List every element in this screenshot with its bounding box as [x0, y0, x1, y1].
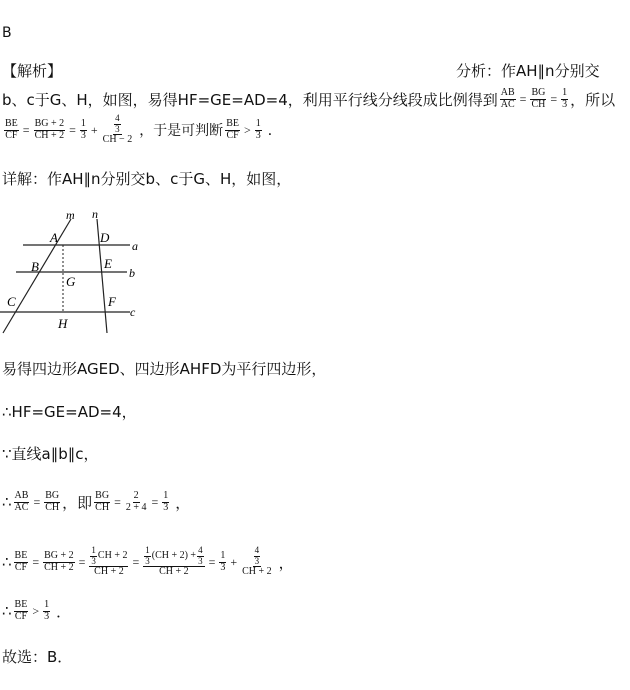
analysis-label: 分析：作AH∥n分别交 — [456, 62, 600, 80]
fraction-one-third: $\frac{1}{3}$ — [562, 87, 568, 110]
parallel-line: ∵直线a∥b∥c， — [2, 445, 99, 463]
analysis-line-3: $\frac{BE}{CF}$ = $\frac{BG + 2}{CH + 2}$ = $\frac{1}{3}$ + $\frac{\frac{4}{3}}{CH - 2}$ ，于是可判断 $\frac{BE}{CF}$ > $\frac{1}{3}$ ． — [5, 113, 282, 146]
conclusion-line: ∴ $\frac{BE}{CF}$ > $\frac{1}{3}$ ． — [2, 599, 72, 622]
label-n: n — [92, 207, 98, 221]
ratio-line: ∴ $\frac{AB}{AC}$ = $\frac{BG}{CH}$ ，即 $\frac{BG}{CH}$ = $\frac{2}{2 + 4}$ = $\frac{1}{3}$ ， — [2, 490, 191, 513]
label-G: G — [66, 274, 76, 289]
label-B: B — [31, 259, 39, 274]
parallelogram-line: 易得四边形AGED、四边形AHFD为平行四边形， — [2, 360, 327, 378]
answer-letter: B — [2, 25, 12, 41]
label-H: H — [58, 316, 68, 331]
label-D: D — [100, 230, 110, 245]
final-answer: 故选：B． — [2, 648, 73, 666]
detail-intro: 详解：作AH∥n分别交b、c于G、H，如图， — [2, 170, 292, 188]
fraction-bg-ch: $\frac{BG}{CH}$ — [531, 87, 546, 110]
geometry-figure — [0, 205, 150, 340]
be-cf-derivation: ∴ $\frac{BE}{CF}$ = $\frac{BG + 2}{CH + 2}$ = $\frac{1}{3}$ CH + 2 CH + 2 = $\frac{1}{3}$ (CH + 2) + $\frac{4}{3}$ CH + 2 = $\frac{1}{3}$ + $\frac{\frac{4}{3}}{CH + 2}$ ， — [2, 545, 294, 578]
label-a: a — [132, 239, 138, 253]
analysis-line-2: b、c于G、H，如图，易得HF=GE=AD=4，利用平行线分线段成比例得到 $\frac{AB}{AC}$ = $\frac{BG}{CH}$ = $\frac{1}{3}$ ，所以 — [2, 87, 616, 110]
label-b: b — [129, 266, 135, 280]
label-c: c — [130, 305, 136, 319]
label-E: E — [104, 256, 112, 271]
label-A: A — [50, 230, 58, 245]
fraction-ab-ac: $\frac{AB}{AC}$ — [500, 87, 515, 110]
label-m: m — [66, 208, 75, 222]
fraction-four-thirds-over-ch: $\frac{\frac{4}{3}}{CH - 2}$ — [102, 113, 133, 146]
equal-line: ∴HF=GE=AD=4， — [2, 403, 137, 421]
label-C: C — [7, 294, 16, 309]
label-F: F — [108, 294, 116, 309]
jiexi-heading: 【解析】 — [2, 62, 63, 80]
